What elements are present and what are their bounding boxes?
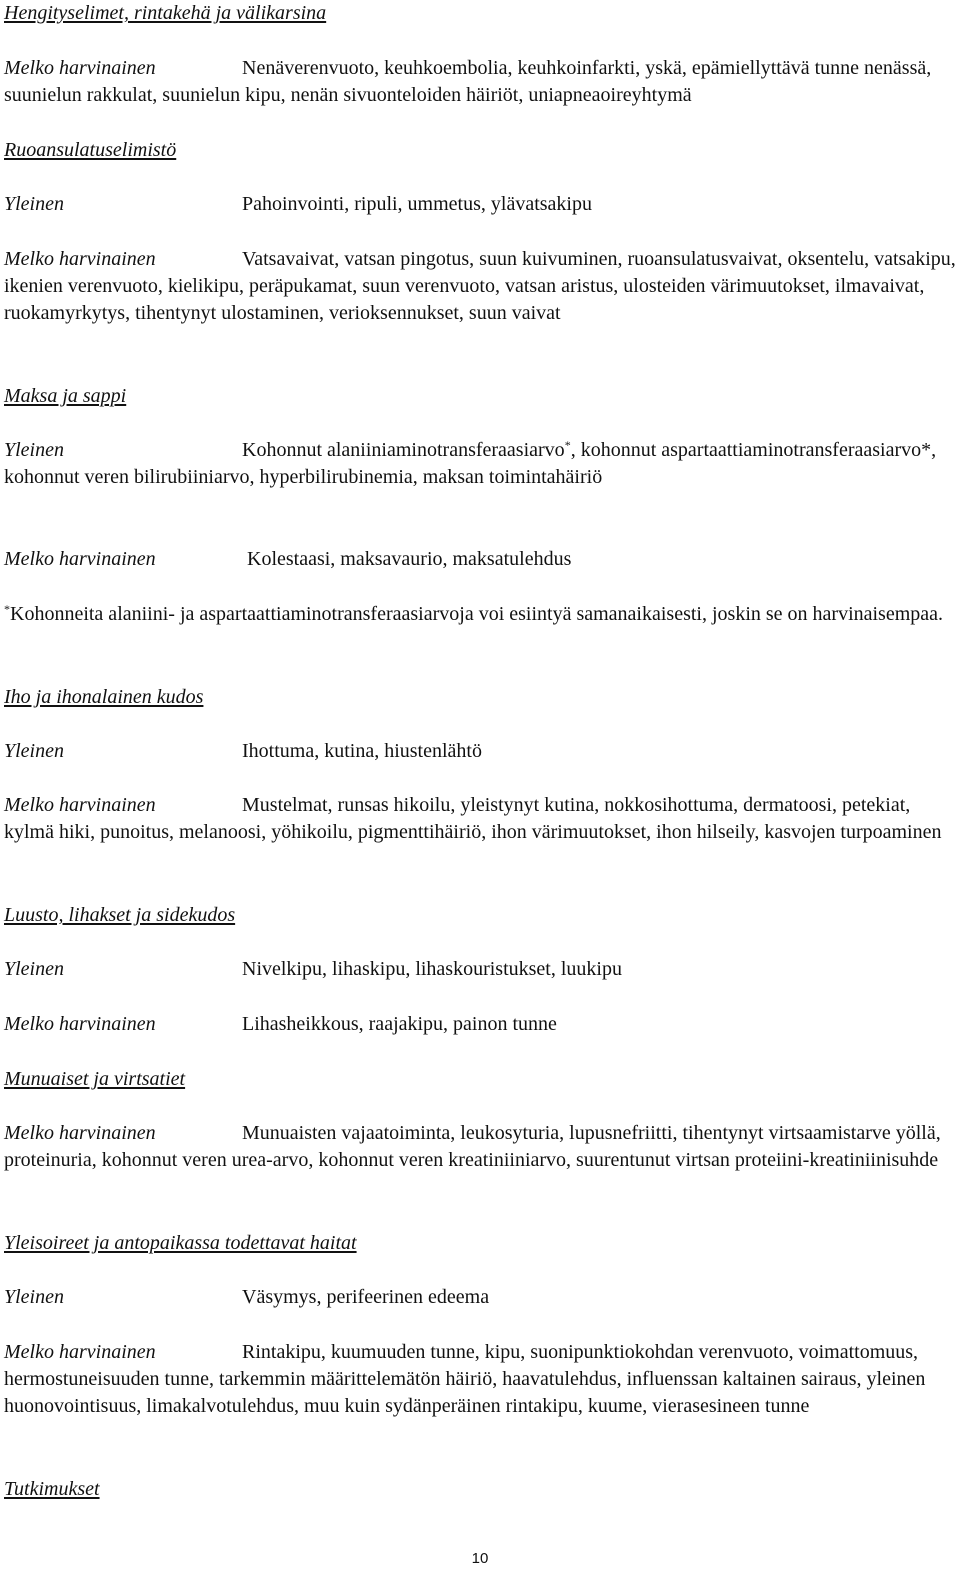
section-heading-investigations <box>4 1476 100 1503</box>
liver-uncommon-entry <box>4 546 571 573</box>
frequency-label: Yleinen <box>4 740 64 762</box>
general-uncommon-entry <box>4 1339 956 1420</box>
effect-list: Pahoinvointi, ripuli, ummetus, ylävatsakipu <box>242 193 592 215</box>
digestive-common-entry <box>4 191 592 218</box>
effect-list: Väsymys, perifeerinen edeema <box>242 1286 490 1308</box>
section-title: Iho ja ihonalainen kudos <box>4 686 204 708</box>
frequency-label: Melko harvinainen <box>4 1013 156 1035</box>
footnote-marker: * <box>4 602 10 616</box>
section-heading-skin <box>4 684 203 711</box>
section-heading-digestive <box>4 137 176 164</box>
effect-list: Kolestaasi, maksavaurio, maksatulehdus <box>247 548 572 570</box>
section-heading-liver <box>4 383 126 410</box>
section-title: Yleisoireet ja antopaikassa todettavat haitat <box>4 1232 357 1254</box>
section-title: Maksa ja sappi <box>4 385 127 407</box>
frequency-label: Melko harvinainen <box>4 794 156 816</box>
section-title: Tutkimukset <box>4 1478 100 1500</box>
digestive-uncommon-entry <box>4 246 956 327</box>
section-heading-renal <box>4 1066 185 1093</box>
effect-list: Nenäverenvuoto, keuhkoembolia, keuhkoinfarkti, yskä, epämiellyttävä tunne nenässä, suunielun rakkulat, suunielun kipu, nenän sivuonteloiden häiriöt, uniapneaoireyhtymä <box>4 57 932 106</box>
frequency-label: Melko harvinainen <box>4 248 156 270</box>
frequency-label: Yleinen <box>4 439 64 461</box>
effect-list: Lihasheikkous, raajakipu, painon tunne <box>242 1013 557 1035</box>
general-common-entry <box>4 1284 489 1311</box>
skin-common-entry <box>4 738 482 765</box>
footnote <box>4 601 943 628</box>
effect-list: Munuaisten vajaatoiminta, leukosyturia, lupusnefriitti, tihentynyt virtsaamistarve yöllä, proteinuria, kohonnut veren urea-arvo, kohonnut veren kreatiniiniarvo, suurentunut virtsan proteiini-kreatiniinisuhde <box>4 1122 941 1171</box>
section-title: Munuaiset ja virtsatiet <box>4 1068 186 1090</box>
musculoskeletal-common-entry <box>4 956 622 983</box>
skin-uncommon-entry <box>4 792 956 846</box>
frequency-label: Yleinen <box>4 958 64 980</box>
effect-list: Ihottuma, kutina, hiustenlähtö <box>242 740 482 762</box>
section-heading-respiratory <box>4 0 326 27</box>
respiratory-uncommon-entry <box>4 55 956 109</box>
frequency-label: Melko harvinainen <box>4 1341 156 1363</box>
page-number: 10 <box>471 1550 489 1567</box>
effect-list: Rintakipu, kuumuuden tunne, kipu, suonipunktiokohdan verenvuoto, voimattomuus, hermostuneisuuden tunne, tarkemmin määrittelemätön häiriö, haavatulehdus, influenssan kaltainen sairaus, yleinen huonovointisuus, limakalvotulehdus, muu kuin sydänperäinen rintakipu, kuume, vierasesineen tunne <box>4 1341 926 1417</box>
musculoskeletal-uncommon-entry <box>4 1011 557 1038</box>
section-title: Hengityselimet, rintakehä ja välikarsina <box>4 2 327 24</box>
frequency-label: Yleinen <box>4 193 64 215</box>
frequency-label: Yleinen <box>4 1286 64 1308</box>
frequency-label: Melko harvinainen <box>4 548 156 570</box>
effect-list: Vatsavaivat, vatsan pingotus, suun kuivuminen, ruoansulatusvaivat, oksentelu, vatsakipu, ikenien verenvuoto, kielikipu, peräpukamat, suun verenvuoto, vatsan aristus, ulosteiden värimuutokset, ilmavaivat, ruokamyrkytys, tihentynyt ulostaminen, verioksennukset, suun vaivat <box>4 248 956 324</box>
effect-list-part-b: , kohonnut aspartaattiaminotransferaasiarvo*, kohonnut veren bilirubiiniarvo, hyperbilirubinemia, maksan toimintahäiriö <box>4 439 937 488</box>
section-heading-general <box>4 1230 357 1257</box>
frequency-label: Melko harvinainen <box>4 57 156 79</box>
footnote-marker: * <box>564 438 571 452</box>
section-title: Ruoansulatuselimistö <box>4 139 177 161</box>
renal-uncommon-entry <box>4 1120 956 1174</box>
section-heading-musculoskeletal <box>4 902 235 929</box>
liver-common-entry <box>4 437 956 491</box>
frequency-label: Melko harvinainen <box>4 1122 156 1144</box>
footnote-text: Kohonneita alaniini- ja aspartaattiaminotransferaasiarvoja voi esiintyä samanaikaisesti, joskin se on harvinaisempaa. <box>10 603 944 625</box>
effect-list-part-a: Kohonnut alaniiniaminotransferaasiarvo <box>242 439 565 461</box>
effect-list: Mustelmat, runsas hikoilu, yleistynyt kutina, nokkosihottuma, dermatoosi, petekiat, kylmä hiki, punoitus, melanoosi, yöhikoilu, pigmenttihäiriö, ihon värimuutokset, ihon hilseily, kasvojen turpoaminen <box>4 794 942 843</box>
effect-list: Nivelkipu, lihaskipu, lihaskouristukset, luukipu <box>242 958 622 980</box>
section-title: Luusto, lihakset ja sidekudos <box>4 904 236 926</box>
